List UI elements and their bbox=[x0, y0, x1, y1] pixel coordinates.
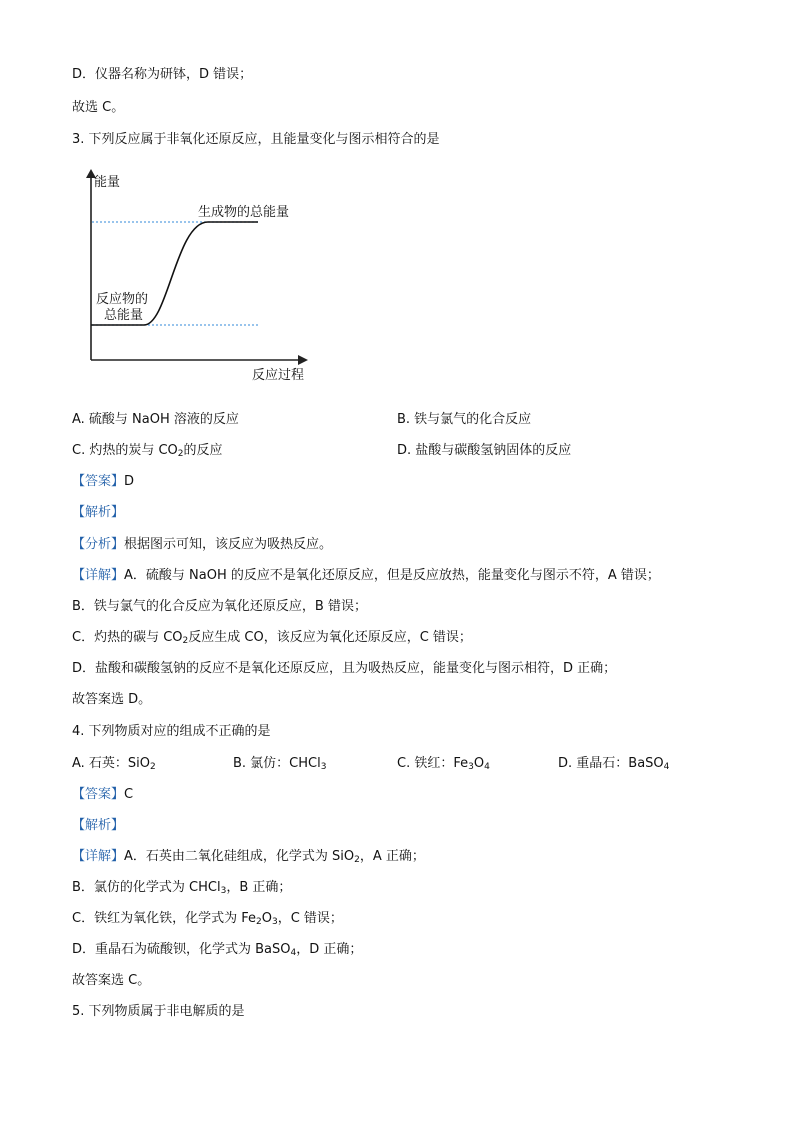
x-axis-arrow-icon bbox=[298, 355, 308, 365]
question-3-option-d: D. 盐酸与碳酸氢钠固体的反应 bbox=[397, 443, 572, 458]
answer-tag: 【答案】 bbox=[72, 474, 125, 489]
question-4-detail-c: C．铁红为氧化铁，化学式为 $Fe_2O_3$，C 错误； bbox=[72, 911, 343, 927]
reactants-energy-label-line1: 反应物的 bbox=[96, 292, 149, 307]
question-3-detail-d: D．盐酸和碳酸氢钠的反应不是氧化还原反应，且为吸热反应，能量变化与图示相符，D 正确； bbox=[72, 661, 617, 676]
question-3-option-a: A. 硫酸与 NaOH 溶液的反应 bbox=[72, 412, 239, 427]
question-4-stem: 4. 下列物质对应的组成不正确的是 bbox=[72, 724, 271, 739]
question-3-detail-b: B．铁与氯气的化合反应为氧化还原反应，B 错误； bbox=[72, 599, 367, 614]
question-4-detail-b: B．氯仿的化学式为 CHCl$_3$，B 正确； bbox=[72, 880, 292, 896]
y-axis-label: 能量 bbox=[94, 175, 121, 190]
question-3-detail-a: 【详解】A．硫酸与 NaOH 的反应不是氧化还原反应，但是反应放热，能量变化与图示不符，A 错误； bbox=[72, 568, 660, 583]
question-4-analysis-tag: 【解析】 bbox=[72, 818, 125, 833]
question-3-detail-c: C．灼热的碳与 $CO_2$反应生成 CO，该反应为氧化还原反应，C 错误； bbox=[72, 630, 472, 646]
question-4-detail-a: 【详解】A．石英由二氧化硅组成，化学式为 SiO$_2$，A 正确； bbox=[72, 849, 425, 865]
conclusion: 故选 C。 bbox=[72, 100, 125, 115]
products-energy-label: 生成物的总能量 bbox=[198, 205, 290, 220]
question-4-option-b: B. 氯仿：CHCl$_3$ bbox=[233, 756, 327, 772]
question-3-option-c: C. 灼热的炭与 $CO_2$的反应 bbox=[72, 443, 223, 459]
question-3-answer: 【答案】D bbox=[72, 474, 135, 489]
x-axis-label: 反应过程 bbox=[252, 368, 305, 383]
question-4-detail-d: D．重晶石为硫酸钡，化学式为 BaSO$_4$，D 正确； bbox=[72, 942, 363, 958]
question-3-analysis-tag: 【解析】 bbox=[72, 505, 125, 520]
question-3-fenxi: 【分析】根据图示可知，该反应为吸热反应。 bbox=[72, 537, 333, 552]
question-3-conclusion: 故答案选 D。 bbox=[72, 692, 152, 707]
question-3-stem: 3. 下列反应属于非氧化还原反应，且能量变化与图示相符合的是 bbox=[72, 132, 440, 147]
question-4-option-d: D. 重晶石：BaSO$_4$ bbox=[558, 756, 670, 772]
answer-tag: 【答案】 bbox=[72, 787, 125, 802]
question-5-stem: 5. 下列物质属于非电解质的是 bbox=[72, 1004, 245, 1019]
question-4-conclusion: 故答案选 C。 bbox=[72, 973, 151, 988]
option-d-explanation: D．仪器名称为研钵，D 错误； bbox=[72, 67, 253, 82]
question-4-answer: 【答案】C bbox=[72, 787, 134, 802]
reactants-energy-label-line2: 总能量 bbox=[104, 308, 144, 323]
question-4-option-a: A. 石英：SiO$_2$ bbox=[72, 756, 156, 772]
question-4-option-c: C. 铁红：$Fe_3O_4$ bbox=[397, 756, 490, 772]
question-3-option-b: B. 铁与氯气的化合反应 bbox=[397, 412, 532, 427]
energy-diagram bbox=[76, 166, 316, 386]
